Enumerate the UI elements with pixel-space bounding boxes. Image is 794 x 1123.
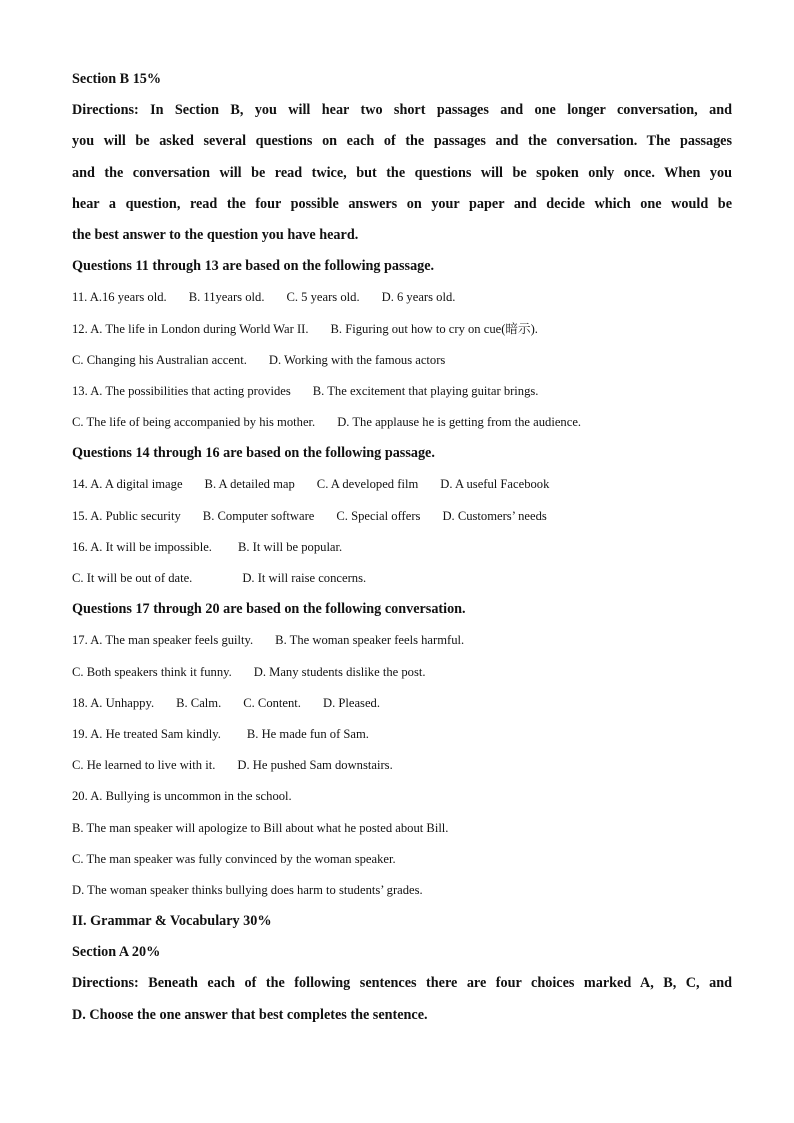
option: C. Both speakers think it funny. xyxy=(72,664,232,679)
question-12 xyxy=(72,314,732,345)
option: B. The excitement that playing guitar brings. xyxy=(312,383,539,398)
option: C. The life of being accompanied by his mother. xyxy=(72,415,316,430)
question-17 xyxy=(72,625,732,656)
question-16 xyxy=(72,532,732,563)
option: B. Computer software xyxy=(202,508,315,523)
question-13-cont xyxy=(72,407,732,438)
option: 12. A. The life in London during World War II. xyxy=(72,321,309,336)
question-18 xyxy=(72,688,732,719)
option: C. Special offers xyxy=(336,508,421,523)
option: C. Content. xyxy=(243,695,301,710)
option: D. Pleased. xyxy=(322,695,380,710)
option: C. Changing his Australian accent. xyxy=(72,352,247,367)
group-heading: Questions 17 through 20 are based on the following conversation. xyxy=(72,601,466,618)
question-16-cont xyxy=(72,563,732,594)
option: D. It will raise concerns. xyxy=(242,571,367,585)
option: D. 6 years old. xyxy=(381,290,456,305)
option: B. It will be popular. xyxy=(237,539,343,554)
directions-line: D. Choose the one answer that best completes the sentence. xyxy=(72,1006,428,1023)
option: 11. A.16 years old. xyxy=(72,290,167,305)
option: 19. A. He treated Sam kindly. xyxy=(72,726,221,741)
option: D. The applause he is getting from the audience. xyxy=(337,415,582,430)
option: B. 11years old. xyxy=(188,290,265,305)
question-14 xyxy=(72,469,732,500)
directions-line: the best answer to the question you have heard. xyxy=(72,226,359,243)
directions-line: and the conversation will be read twice, but the questions will be spoken only once. When you xyxy=(72,164,732,181)
option: 18. A. Unhappy. xyxy=(72,695,155,710)
question-15 xyxy=(72,501,732,532)
option: B. Calm. xyxy=(176,695,222,710)
option: D. Working with the famous actors xyxy=(268,352,446,367)
section-a-heading: Section A 20% xyxy=(72,944,161,961)
question-17-cont xyxy=(72,657,732,688)
option: D. He pushed Sam downstairs. xyxy=(237,758,393,773)
option: D. Many students dislike the post. xyxy=(253,664,426,679)
question-13 xyxy=(72,376,732,407)
option: C. It will be out of date. xyxy=(72,571,193,585)
directions-line: Directions: Beneath each of the following sentences there are four choices marked A, B, C, and xyxy=(72,975,732,992)
option: C. He learned to live with it. xyxy=(72,758,216,773)
option: 16. A. It will be impossible. xyxy=(72,539,212,554)
directions-line: Directions: In Section B, you will hear two short passages and one longer conversation, and xyxy=(72,102,732,119)
question-19-cont xyxy=(72,750,732,781)
option: B. He made fun of Sam. xyxy=(246,726,369,741)
question-11 xyxy=(72,282,732,313)
section-b-heading: Section B 15% xyxy=(72,71,162,87)
part-heading: II. Grammar & Vocabulary 30% xyxy=(72,913,272,930)
question-20-option: D. The woman speaker thinks bullying does harm to students’ grades. xyxy=(72,882,423,897)
option: 13. A. The possibilities that acting provides xyxy=(72,383,291,398)
option: 15. A. Public security xyxy=(72,508,181,523)
option: D. A useful Facebook xyxy=(440,477,550,492)
option: B. A detailed map xyxy=(204,477,295,492)
option: 17. A. The man speaker feels guilty. xyxy=(72,633,254,648)
question-12-cont xyxy=(72,345,732,376)
option: D. Customers’ needs xyxy=(442,508,547,523)
option: 14. A. A digital image xyxy=(72,477,183,492)
option: C. A developed film xyxy=(316,477,419,492)
directions-line: hear a question, read the four possible answers on your paper and decide which one would be xyxy=(72,195,732,212)
question-20: 20. A. Bullying is uncommon in the school. xyxy=(72,789,292,804)
exam-page xyxy=(72,64,732,1031)
option: B. The woman speaker feels harmful. xyxy=(275,633,465,648)
question-19 xyxy=(72,719,732,750)
question-20-option: C. The man speaker was fully convinced by the woman speaker. xyxy=(72,851,396,866)
group-heading: Questions 11 through 13 are based on the following passage. xyxy=(72,258,435,275)
group-heading: Questions 14 through 16 are based on the following passage. xyxy=(72,445,435,462)
option: B. Figuring out how to cry on cue(暗示). xyxy=(330,321,538,336)
question-20-option: B. The man speaker will apologize to Bill about what he posted about Bill. xyxy=(72,820,449,835)
directions-line: you will be asked several questions on each of the passages and the conversation. The passages xyxy=(72,133,732,150)
option: C. 5 years old. xyxy=(286,290,360,305)
